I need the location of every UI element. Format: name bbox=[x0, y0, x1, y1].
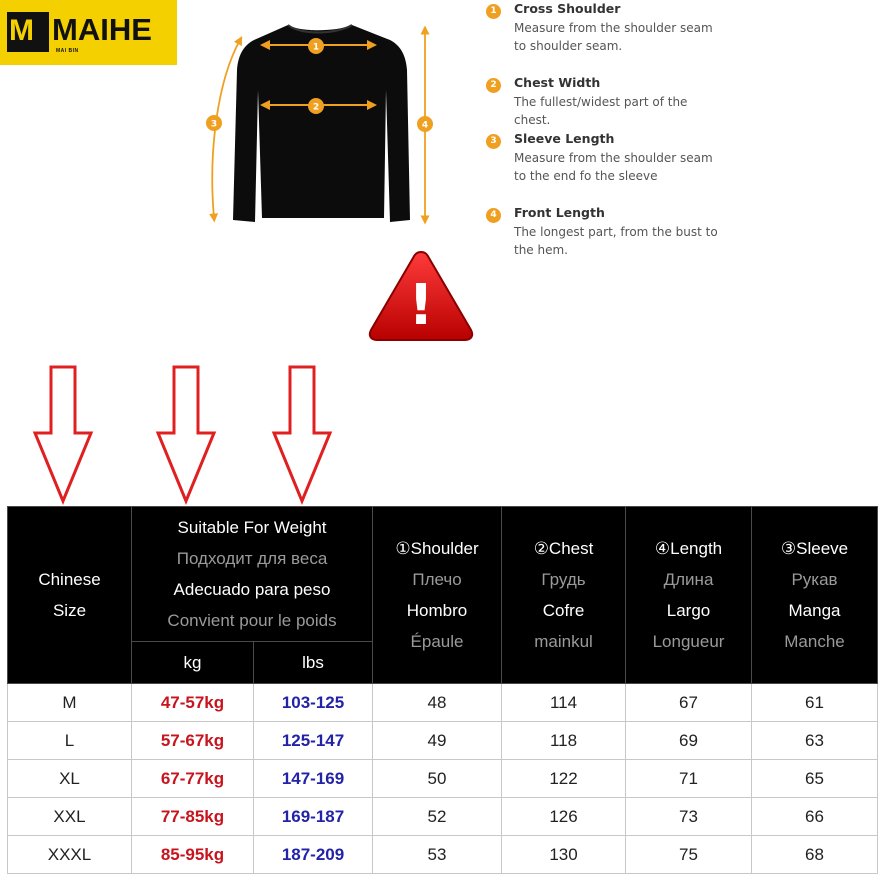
kg-cell: 67-77kg bbox=[132, 760, 254, 798]
warning-icon bbox=[366, 248, 476, 343]
lbs-cell: 169-187 bbox=[254, 798, 373, 836]
shoulder-cell: 52 bbox=[373, 798, 502, 836]
size-chart-table bbox=[7, 506, 878, 874]
sleeve-cell: 68 bbox=[752, 836, 878, 874]
kg-cell: 85-95kg bbox=[132, 836, 254, 874]
note-title: Chest Width bbox=[514, 75, 601, 90]
header-shoulder: ①Shoulder Плечо Hombro Épaule bbox=[373, 507, 502, 684]
shoulder-cell: 53 bbox=[373, 836, 502, 874]
svg-text:4: 4 bbox=[421, 120, 429, 131]
down-arrow-icon bbox=[32, 365, 94, 505]
table-row bbox=[8, 798, 878, 836]
size-cell: XXL bbox=[8, 798, 132, 836]
kg-cell: 47-57kg bbox=[132, 684, 254, 722]
brand-logo bbox=[0, 0, 177, 65]
table-row bbox=[8, 760, 878, 798]
note-description: Measure from the shoulder seam to the end fo the sleeve bbox=[514, 151, 713, 183]
size-cell: XL bbox=[8, 760, 132, 798]
header-kg: kg bbox=[132, 642, 254, 684]
header-length: ④Length Длина Largo Longueur bbox=[626, 507, 752, 684]
shoulder-cell: 49 bbox=[373, 722, 502, 760]
length-cell: 71 bbox=[626, 760, 752, 798]
header-lbs: lbs bbox=[254, 642, 373, 684]
sleeve-cell: 61 bbox=[752, 684, 878, 722]
note-number-badge: 2 bbox=[486, 78, 501, 93]
header-chinese-size: Chinese Size bbox=[8, 507, 132, 684]
logo-brand-text: MAIHE bbox=[52, 12, 152, 47]
note-description: The fullest/widest part of the chest. bbox=[514, 95, 688, 127]
note-description: The longest part, from the bust to the hem. bbox=[514, 225, 718, 257]
kg-cell: 57-67kg bbox=[132, 722, 254, 760]
chest-cell: 114 bbox=[502, 684, 626, 722]
note-number-badge: 3 bbox=[486, 134, 501, 149]
length-cell: 67 bbox=[626, 684, 752, 722]
sleeve-cell: 65 bbox=[752, 760, 878, 798]
down-arrow-icon bbox=[271, 365, 333, 505]
note-title: Front Length bbox=[514, 205, 605, 220]
svg-text:!: ! bbox=[408, 273, 434, 338]
table-row bbox=[8, 722, 878, 760]
length-cell: 69 bbox=[626, 722, 752, 760]
shoulder-cell: 50 bbox=[373, 760, 502, 798]
svg-text:2: 2 bbox=[312, 102, 320, 113]
note-title: Cross Shoulder bbox=[514, 1, 621, 16]
note-number-badge: 4 bbox=[486, 208, 501, 223]
shoulder-cell: 48 bbox=[373, 684, 502, 722]
svg-text:3: 3 bbox=[210, 119, 218, 130]
lbs-cell: 187-209 bbox=[254, 836, 373, 874]
size-cell: XXXL bbox=[8, 836, 132, 874]
chest-cell: 130 bbox=[502, 836, 626, 874]
logo-subtext: MAI BIN bbox=[56, 48, 79, 54]
shirt-measurement-illustration bbox=[200, 20, 445, 230]
chest-cell: 122 bbox=[502, 760, 626, 798]
lbs-cell: 147-169 bbox=[254, 760, 373, 798]
chest-cell: 118 bbox=[502, 722, 626, 760]
note-description: Measure from the shoulder seam to shoulder seam. bbox=[514, 21, 713, 53]
down-arrow-icon bbox=[155, 365, 217, 505]
kg-cell: 77-85kg bbox=[132, 798, 254, 836]
header-suitable-weight: Suitable For Weight Подходит для веса Adecuado para peso Convient pour le poids bbox=[132, 507, 373, 642]
lbs-cell: 125-147 bbox=[254, 722, 373, 760]
chest-cell: 126 bbox=[502, 798, 626, 836]
note-number-badge: 1 bbox=[486, 4, 501, 19]
sleeve-cell: 63 bbox=[752, 722, 878, 760]
size-cell: L bbox=[8, 722, 132, 760]
header-chest: ②Chest Грудь Cofre mainkul bbox=[502, 507, 626, 684]
table-row bbox=[8, 836, 878, 874]
sleeve-cell: 66 bbox=[752, 798, 878, 836]
size-cell: M bbox=[8, 684, 132, 722]
length-cell: 73 bbox=[626, 798, 752, 836]
lbs-cell: 103-125 bbox=[254, 684, 373, 722]
header-sleeve: ③Sleeve Рукав Manga Manche bbox=[752, 507, 878, 684]
logo-mark: M bbox=[7, 12, 49, 52]
svg-text:1: 1 bbox=[312, 42, 320, 53]
table-row bbox=[8, 684, 878, 722]
length-cell: 75 bbox=[626, 836, 752, 874]
note-title: Sleeve Length bbox=[514, 131, 615, 146]
